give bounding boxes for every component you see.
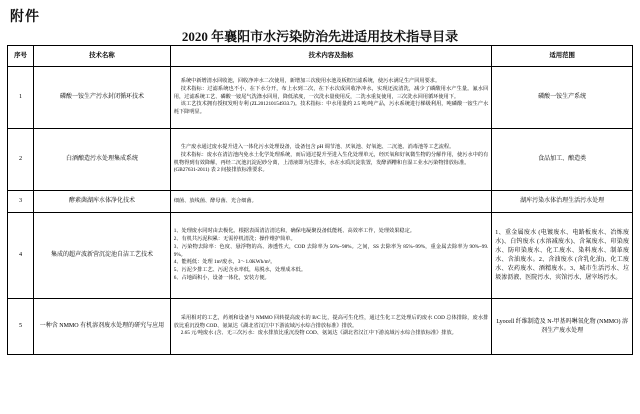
row-technology-content: 采用相对的工艺，药剂和设备与 NMMO 回转提高废水的 B/C 比，提高可生化性，通过生化工艺处理后的废水 COD 总体排除，废水排放比重沉没物 COD、氨氮达《湖北省汉江中下游流域污水综合排放标准》排放。 2.65 元/吨废水 (含、无三次污水：废水排放比重沉没物 COD、氨氮达《湖北省汉江中下游流域污水综合排放标准》排放。 [170, 299, 492, 355]
row-technology-name: 磷酸一铵生产污水封闭循环技术 [34, 67, 171, 129]
column-header-scope: 适用范围 [492, 46, 633, 67]
row-technology-content: 细菌、放线菌、酵母菌、光合细菌。 [170, 191, 492, 213]
row-scope: 湖库污染水体治理生活污水处理 [492, 191, 633, 213]
table-header-row [8, 46, 633, 67]
column-header-content: 技术内容及指标 [170, 46, 492, 67]
row-scope: 食品加工、酿造类 [492, 129, 633, 191]
column-header-name: 技术名称 [34, 46, 171, 67]
row-index: 5 [8, 299, 34, 355]
document-title: 2020 年襄阳市水污染防治先进适用技术指导目录 [181, 29, 459, 44]
table-row [8, 129, 633, 191]
table-row [8, 299, 633, 355]
row-scope: Lyocell 纤维制造及 N-甲基吗啉氧化物 (NMMO) 溶剂生产废水处理 [492, 299, 633, 355]
row-scope: 磷酸一铵生产系统 [492, 67, 633, 129]
row-technology-content: 系统中新增清水回收池，回收净冲水二次使用，新增加三次使用水池及板框压滤系统，使污水满足生产回用要求。 技术指标：过滤系统也不小，在下水分开，布上水到二次，在下水次成回收净冲水，实现还流清洗，减少了磷酸用水产生量。氟水回用，过滤系统工艺、磷酸一铵尾气洗涤水回用，降低浓度，一次洗水量使用反，二洗水重复使用，三次洗水回用循环使用下。 该工艺技术拥有授权发明专利 (ZL201210154933.7)。技术指标：中水用量约 2.5 吨/吨产品，污水系统进行梯级利用，吨磷酸一铵生产水耗下降明显。 [170, 67, 492, 129]
row-scope: 1、重金属废水 (电镀废水、电路板废水、冶炼废水)、白钨废水 (水溶减废水)、含氟废水、印染废水、防印染废水、化工废水、染料废水、制革废水、含油废水。2、含油废水 (含乳化油)、化工废水、农药废水、酒精废水。3、城市生活污水、垃圾渗沥液、医院污水、宾馆污水、屠宰场污水。 [492, 213, 633, 299]
table-row [8, 191, 633, 213]
row-index: 4 [8, 213, 34, 299]
row-index: 3 [8, 191, 34, 213]
row-index: 1 [8, 67, 34, 129]
attachment-label: 附件 [10, 10, 40, 25]
row-index: 2 [8, 129, 34, 191]
table-row [8, 213, 633, 299]
technology-catalog-table-wrapper [7, 45, 633, 355]
column-header-index: 序号 [8, 46, 34, 67]
row-technology-name: 酵素菌湖库水体净化技术 [34, 191, 171, 213]
technology-catalog-table [7, 45, 633, 355]
row-technology-name: 集成的超声波新营沉淀池自洁工艺技术 [34, 213, 171, 299]
row-technology-name: 白酒酿造污水处理集成系统 [34, 129, 171, 191]
row-technology-content: 生产废水通过废水提升进入一体化污水处理设备，设备包含 pH 调节池、厌氧池、好氧池、二沉池、消毒池等工艺流程。 技术指标：废水在清洁池内免水土化学处理系统，而后通过提升至进入生化处理单元，经厌氧和好氧微生物的分解作用，使污水中的有机物得到有效降解，再经二沉池沉淀泥砂分离，上清液即为达排水，水在水质沉淀装置，发酵酒糟和自湿工业水污染物排放标准。 (GB27631-2011) 表 2 间接排放标准要求。 [170, 129, 492, 191]
table-row [8, 67, 633, 129]
row-technology-content: 1、处理废水同时由去极化。根据表面清洁清达和，确保电凝聚没备低能耗、高效率工作，处理效果稳定。 2、有机共污泥积累：无需停机清洗；操作维护简单。 3、污染物去除率：色度、悬浮物的高、渗透性大，COD 去除率为 50%~98%。之间，SS 去除率为 85%~99%，重金属去除率为 90%~99.9%。 4、能耗低：处理 1m³废水，3～1.0KWh/m³。 5、污泥少排工艺、污泥含水率低，易脱水，处理成本低。 6、占地面积小，设备一体化，安装方便。 [170, 213, 492, 299]
row-technology-name: 一种含 NMMO 有机溶剂废水处理的研究与应用 [34, 299, 171, 355]
